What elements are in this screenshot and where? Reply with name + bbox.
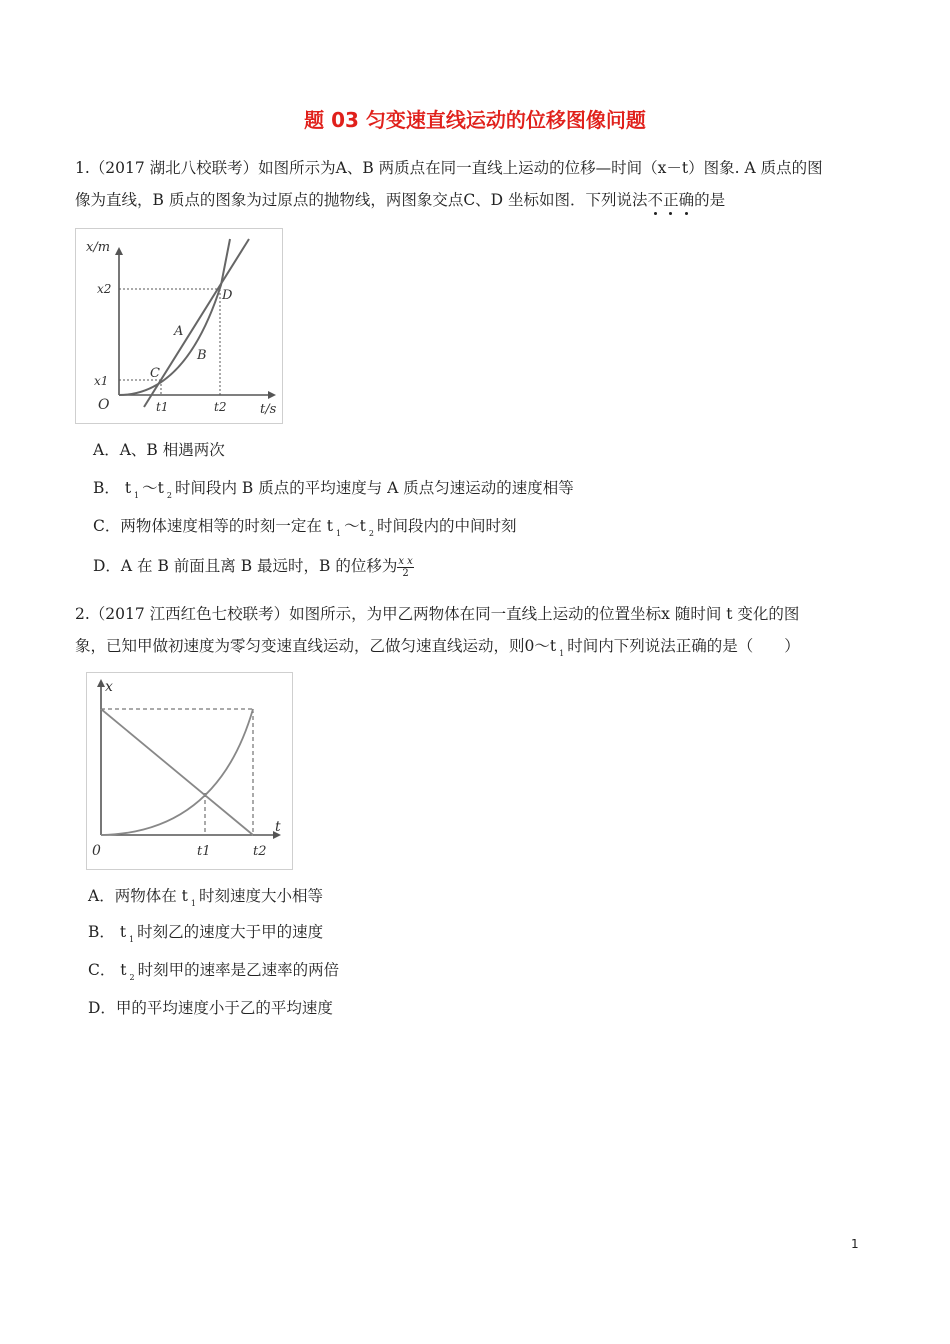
emphasized-not-correct xyxy=(648,191,695,209)
q1-line-2-end: 的是 xyxy=(694,191,726,209)
emph-char: 正 xyxy=(663,191,679,209)
question-2-text xyxy=(75,598,875,670)
x2-label: x2 xyxy=(97,282,112,296)
opt-text: C．两物体速度相等的时刻一定在 t xyxy=(93,517,334,535)
subscript: 1 xyxy=(336,529,342,538)
q2-option-d: D．甲的平均速度小于乙的平均速度 xyxy=(88,999,333,1017)
q2-line-2-end: 时间内下列说法正确的是（ ） xyxy=(567,637,800,655)
opt-text: D．A 在 B 前面且离 B 最远时，B 的位移为 xyxy=(93,557,398,575)
opt-text: C． t xyxy=(88,961,127,979)
q2-option-b xyxy=(88,920,323,944)
q1-line-2-start: 像为直线，B 质点的图象为过原点的抛物线，两图象交点C、D 坐标如图．下列说法 xyxy=(75,191,648,209)
opt-text: 时间段内 B 质点的平均速度与 A 质点匀速运动的速度相等 xyxy=(174,479,574,497)
subscript: 1 xyxy=(190,899,196,908)
emph-char: 不 xyxy=(647,191,664,209)
y-axis-arrow xyxy=(115,247,123,255)
t2-label: t2 xyxy=(214,400,227,414)
q2-line-2-start: 象，已知甲做初速度为零匀变速直线运动，乙做匀速直线运动，则0～t xyxy=(75,637,557,655)
line-A xyxy=(144,239,249,407)
q2-figure xyxy=(86,672,293,870)
question-1-text xyxy=(75,152,875,216)
subscript: 2 xyxy=(166,491,172,500)
emph-char: 确 xyxy=(678,191,695,209)
origin-label: 0 xyxy=(92,843,101,859)
label-C: C xyxy=(150,366,160,381)
opt-text: 时间段内的中间时刻 xyxy=(376,517,517,535)
q2-option-c xyxy=(88,958,339,982)
q1-option-a: A．A、B 相遇两次 xyxy=(93,441,225,459)
subscript: 1 xyxy=(559,649,565,658)
y-axis-label: x/m xyxy=(86,240,111,255)
q2-xt-graph xyxy=(87,673,292,869)
q1-option-d xyxy=(93,554,414,579)
x1-label: x1 xyxy=(94,374,109,388)
label-D: D xyxy=(222,288,233,303)
t1-label: t1 xyxy=(197,844,211,859)
q2-line-1: 2.（2017 江西红色七校联考）如图所示，为甲乙两物体在同一直线上运动的位置坐标x 随时间 t 变化的图 xyxy=(75,605,800,623)
q1-option-b xyxy=(93,476,574,500)
subscript: 2 xyxy=(368,529,374,538)
fraction xyxy=(397,556,413,579)
origin-label: O xyxy=(98,397,110,413)
q1-xt-graph xyxy=(76,229,282,423)
page-title: 题 03 匀变速直线运动的位移图像问题 xyxy=(304,108,646,132)
fraction-denominator: 2 xyxy=(402,567,409,579)
curve-B xyxy=(119,239,230,395)
x-axis-arrow xyxy=(97,679,105,687)
q2-line-2 xyxy=(75,630,875,670)
label-B: B xyxy=(197,348,207,363)
page-number: 1 xyxy=(851,1237,859,1251)
t1-label: t1 xyxy=(156,400,169,414)
q1-option-c xyxy=(93,514,516,538)
opt-text: 时刻速度大小相等 xyxy=(198,887,323,905)
opt-text: B． t xyxy=(93,479,132,497)
subscript: 1 xyxy=(134,491,140,500)
q1-line-2 xyxy=(75,184,875,216)
q2-option-a xyxy=(88,884,323,908)
opt-text: B． t xyxy=(88,923,127,941)
label-A: A xyxy=(174,324,184,339)
x-axis-arrow xyxy=(268,391,276,399)
x-axis-label: t/s xyxy=(260,402,277,417)
subscript: 2 xyxy=(129,973,135,982)
opt-text: ～t xyxy=(142,479,164,497)
opt-text: 时刻乙的速度大于甲的速度 xyxy=(137,923,324,941)
t-axis-label: t xyxy=(275,819,281,835)
opt-text: A．两物体在 t xyxy=(88,887,188,905)
opt-text: ～t xyxy=(344,517,366,535)
opt-text: 时刻甲的速率是乙速率的两倍 xyxy=(137,961,340,979)
q1-line-1: 1.（2017 湖北八校联考）如图所示为A、B 两质点在同一直线上运动的位移—时间（x－t）图象. A 质点的图 xyxy=(75,159,823,177)
fraction-numerator: x x xyxy=(398,555,413,567)
t2-label: t2 xyxy=(253,844,267,859)
x-axis-label: x xyxy=(105,679,113,695)
q1-figure xyxy=(75,228,283,424)
subscript: 1 xyxy=(129,935,135,944)
